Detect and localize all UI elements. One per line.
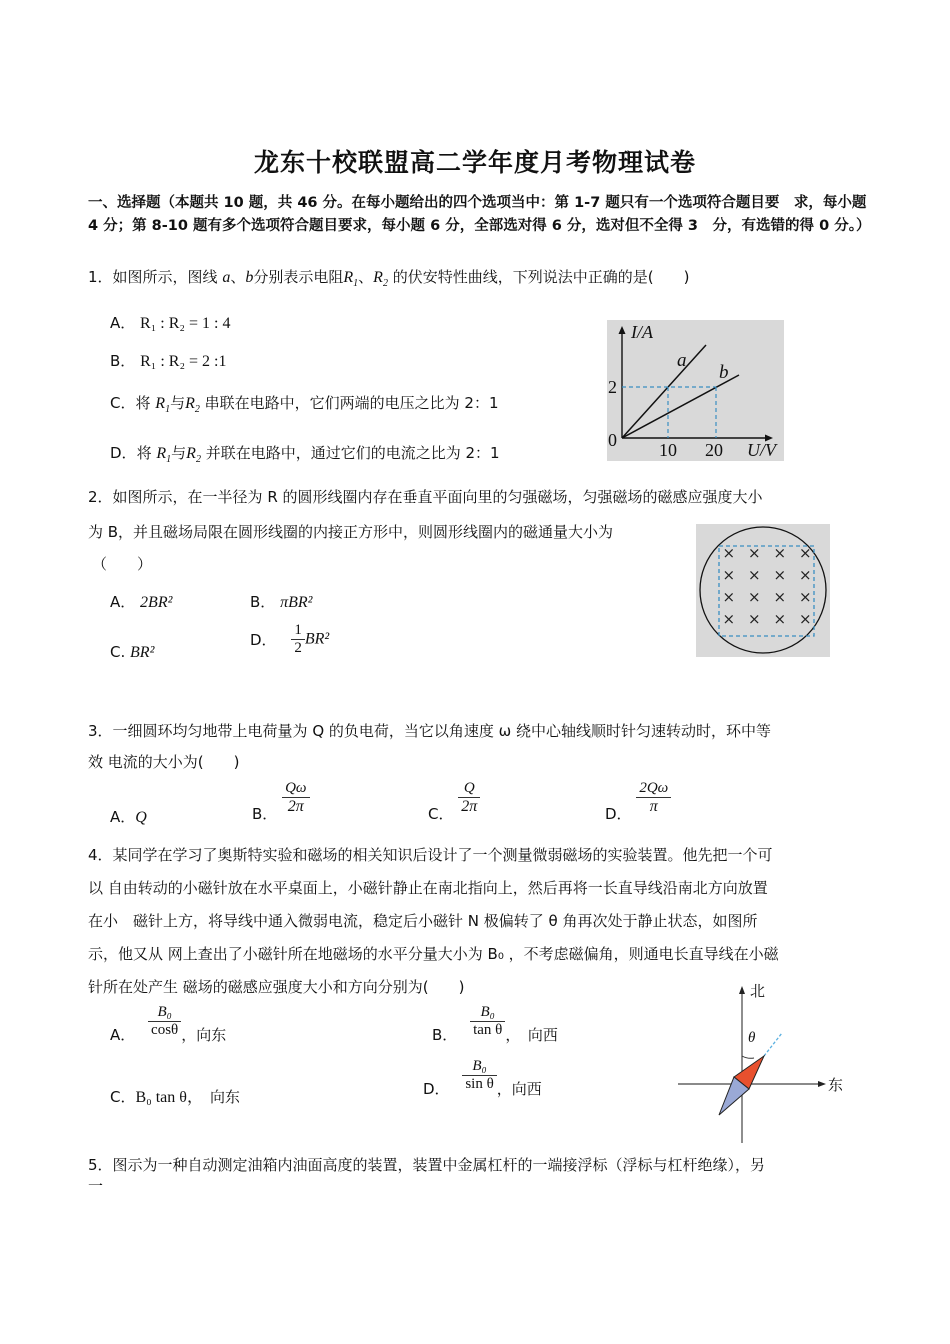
fraction [291,622,305,657]
direction-text: 向东 [194,1088,240,1106]
question-5-stem-line2: 一 [88,1177,104,1195]
option-text: B₀ tan θ， [135,1089,195,1106]
stem-text: 分别表示电阻 [253,268,344,286]
east-label: 东 [828,1076,844,1094]
stem-text: 图示为一种自动测定油箱内油面高度的装置，装置中金属杠杆的一端接浮标（浮标与杠杆绝缘），另 [112,1156,766,1174]
stem-text: 如图所示，图线 [112,268,218,286]
question-1-stem: 1．如图所示，图线 a、b分别表示电阻$R_1$、$R_2$ 的伏安特性曲线，下列说法中正确的是( ) [88,268,690,290]
fraction [282,780,309,816]
x-axis-label: U/V [747,440,776,460]
q4-option-b[interactable] [432,1004,558,1044]
option-label: B． [252,804,278,823]
numerator: B₀ [148,1004,181,1022]
field-into-page-icon: × [798,610,812,628]
field-into-page-icon: × [798,566,812,584]
numerator: Qω [282,780,309,798]
option-text: Q [135,809,147,826]
direction-text: ，向东 [181,1026,227,1044]
direction-text: ， 向西 [505,1026,558,1044]
option-text: 将 [135,394,151,412]
field-into-page-icon: × [773,610,787,628]
fraction [636,780,671,816]
option-label: C． [110,394,136,412]
option-text: πBR² [280,594,313,611]
option-label: B． [110,352,136,370]
option-text: BR² [304,630,330,648]
field-into-page-icon: × [747,610,761,628]
option-text: BR² [130,644,155,661]
option-text: 将 [136,444,152,462]
fraction [458,780,480,816]
fraction [462,1058,496,1093]
page-title: 龙东十校联盟高二学年度月考物理试卷 [253,148,696,177]
q1-option-d[interactable]: D．将 $R_1$与$R_2$ 并联在电路中，通过它们的电流之比为 2：1 [110,444,500,466]
q4-option-c[interactable] [110,1084,240,1107]
field-into-page-icon: × [773,544,787,562]
question-number: 1． [88,268,113,286]
var-a: a [222,269,231,286]
option-label: A． [110,1026,136,1044]
q4-option-a[interactable] [110,1004,227,1044]
var-b: b [245,269,254,286]
y-axis-label: I/A [631,322,653,342]
section-instructions: 一、选择题（本题共 10 题，共 46 分。在每小题给出的四个选项当中：第 1-7 题只有一个选项符合题目要 求，每小题 4 分；第 8-10 题有多个选项符合题目要求，每小题 6 分，全部选对得 6 分，选对但不全得 3 分，有选错的得 0 分。） [88,195,871,234]
stem-text: 如图所示，在一半径为 R 的圆形线圈内存在垂直平面向里的匀强磁场，匀强磁场的磁感应强度大小 [112,488,763,506]
question-2-answer-bracket: （ ） [92,555,153,573]
option-text: 与 [171,444,187,462]
question-number: 2． [88,488,113,506]
magnetic-field-circle-figure [696,524,830,657]
origin-label: 0 [608,430,617,450]
q3-option-d[interactable] [605,780,671,823]
numerator: B₀ [470,1004,505,1022]
question-number: 3． [88,722,113,740]
stem-text: 某同学在学习了奥斯特实验和磁场的相关知识后设计了一个测量微弱磁场的实验装置。他先把一个可 [112,846,773,864]
line-b-label: b [719,362,729,383]
q3-option-b[interactable] [252,780,310,823]
field-crosses-grid [716,544,818,628]
option-label: A． [110,593,136,611]
option-label: A． [110,314,136,332]
q1-option-b[interactable] [110,350,227,371]
denominator: sin θ [465,1076,494,1092]
question-4-stem-line2: 以 自由转动的小磁针放在水平桌面上，小磁针静止在南北指向上，然后再将一长直导线沿南北方向放置 [88,879,768,897]
field-into-page-icon: × [722,566,736,584]
field-into-page-icon: × [773,566,787,584]
question-number: 5． [88,1156,113,1174]
y-tick-2: 2 [608,377,617,397]
option-text: R₁ : R₂ = 1 : 4 [140,315,231,332]
question-4-stem-line1 [88,837,878,873]
question-number: 4． [88,846,113,864]
r2: $R_2$ [373,269,388,290]
theta-label: θ [748,1030,756,1046]
q3-option-a[interactable] [110,806,147,827]
q1-option-a[interactable] [110,312,230,333]
option-label: C. [110,643,126,661]
question-2-stem-line2: 为 B，并且磁场局限在圆形线圈的内接正方形中，则圆形线圈内的磁通量大小为 [88,523,614,541]
line-a-label: a [677,350,687,371]
field-into-page-icon: × [773,588,787,606]
field-into-page-icon: × [722,544,736,562]
option-label: B． [432,1026,458,1044]
q1-option-c[interactable]: C．将 $R_1$与$R_2$ 串联在电路中，它们两端的电压之比为 2：1 [110,394,499,416]
fraction [470,1004,505,1039]
option-text: 串联在电路中，它们两端的电压之比为 2：1 [204,394,499,412]
field-into-page-icon: × [798,544,812,562]
question-5-stem-line1 [88,1147,878,1183]
north-label: 北 [750,982,766,1000]
numerator: Q [458,780,480,798]
stem-text: 的伏安特性曲线，下列说法中正确的是( ) [392,268,690,286]
field-into-page-icon: × [747,588,761,606]
fraction [148,1004,181,1039]
q2-option-c[interactable] [110,643,154,662]
sep: 、 [230,268,246,286]
denominator: 2π [461,798,478,815]
question-2-stem-line1 [88,479,878,515]
field-into-page-icon: × [722,610,736,628]
option-text: 并联在电路中，通过它们的电流之比为 2：1 [205,444,500,462]
option-label: D． [110,444,137,462]
option-label: D． [605,804,632,823]
question-4-stem-line4: 示，他又从 网上查出了小磁针所在地磁场的水平分量大小为 B₀ ，不考虑磁偏角，则通电长直导线在小磁 [88,945,779,963]
iv-graph-figure [607,320,784,461]
option-label: D． [423,1080,450,1098]
compass-needle-figure [672,978,852,1148]
option-label: A． [110,808,136,826]
field-into-page-icon: × [722,588,736,606]
denominator: cosθ [151,1022,179,1038]
denominator: 2 [294,640,302,656]
numerator: 1 [291,622,305,640]
denominator: 2π [287,798,304,815]
field-into-page-icon: × [798,588,812,606]
field-into-page-icon: × [747,566,761,584]
x-tick-20: 20 [705,440,723,460]
question-3-stem-line2: 效 电流的大小为( ) [88,753,240,771]
r1: $R_1$ [343,269,359,290]
option-text: 与 [170,394,186,412]
q4-option-d[interactable] [423,1058,542,1098]
q2-option-a[interactable] [110,591,172,612]
option-text: R₁ : R₂ = 2 :1 [140,353,227,370]
option-label: C． [428,804,454,823]
numerator: 2Qω [636,780,671,798]
option-label: C． [110,1088,136,1106]
question-4-stem-line3: 在小 磁针上方，将导线中通入微弱电流，稳定后小磁针 N 极偏转了 θ 角再次处于静止状态，如图所 [88,912,758,930]
direction-text: ，向西 [496,1080,542,1098]
q3-option-c[interactable] [428,780,480,823]
denominator: tan θ [473,1022,503,1038]
field-into-page-icon: × [747,544,761,562]
x-tick-10: 10 [659,440,677,460]
option-label: D． [250,631,277,649]
option-label: B． [250,593,276,611]
question-4-stem-line5: 针所在处产生 磁场的磁感应强度大小和方向分别为( ) [88,978,465,996]
denominator: π [649,798,658,815]
q2-option-d[interactable] [250,622,329,657]
option-text: 2BR² [140,594,173,611]
numerator: B₀ [462,1058,496,1076]
q2-option-b[interactable] [250,591,312,612]
stem-text: 一细圆环均匀地带上电荷量为 Q 的负电荷，当它以角速度 ω 绕中心轴线顺时针匀速转动时，环中等 [112,722,771,740]
